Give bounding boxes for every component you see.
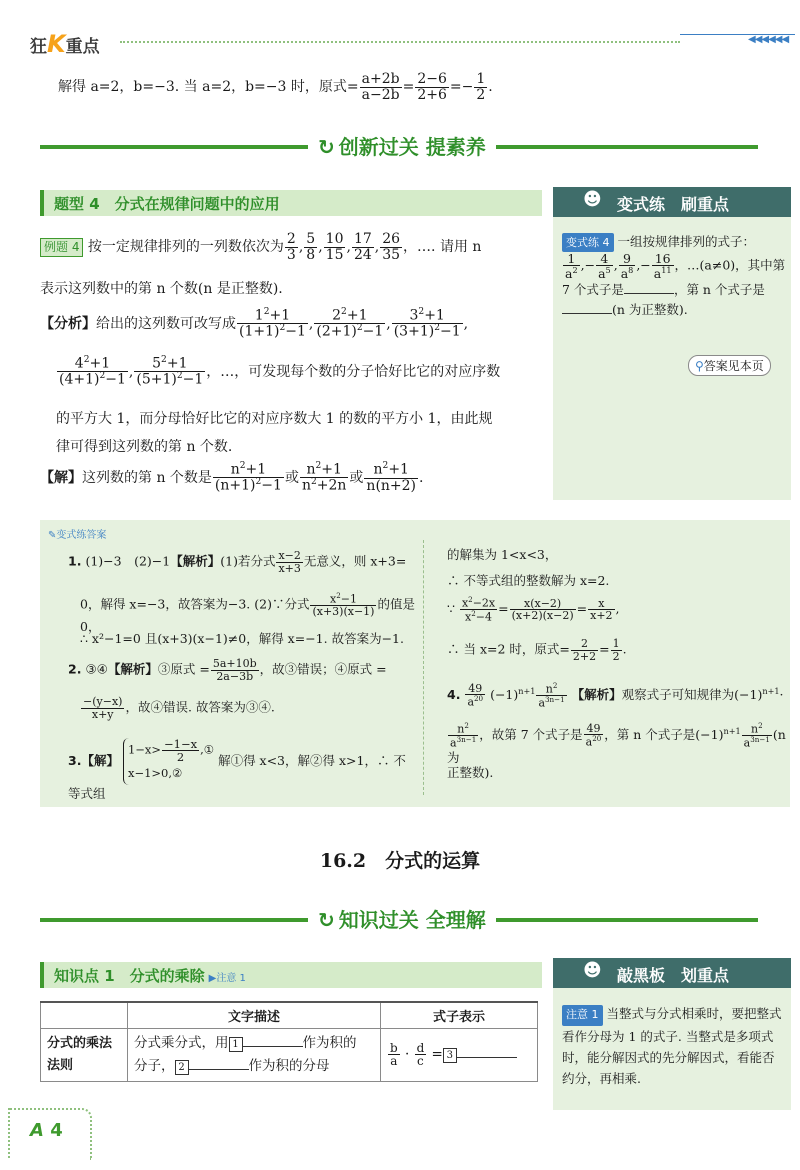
frac-e2: $\frac{5}{8}$: [306, 231, 316, 263]
frac-a3: $\frac{3^2+1}{(3+1)^2-1}$: [393, 307, 461, 340]
analysis-line2: $\frac{4^2+1}{(4+1)^2-1}$ , $\frac{5^2+1}{(5+1)^2-1}$ ，…，可发现每个数的分子恰好比它的对应序数: [59, 355, 501, 388]
multiplication-rule-table: [40, 1001, 538, 1082]
frac-r3a: $\frac{x^2-2x}{x^2-4}$: [461, 595, 496, 624]
side1-header-text: 变式练 刷重点: [617, 195, 730, 214]
frac-e3: $\frac{10}{15}$: [325, 231, 344, 263]
answers-box: [40, 520, 790, 807]
side1-text4: ，第 n 个式子是: [673, 282, 765, 298]
a4-text4: (n 为: [447, 727, 786, 766]
blank-2[interactable]: [189, 1069, 249, 1070]
box1: 1: [229, 1037, 243, 1052]
frac-sol2: $\frac{n^2+1}{n^2+2n}$: [301, 461, 347, 494]
frac-dc: $\frac{d}{c}$: [416, 1040, 425, 1069]
a4-text3: ，第 n 个式子是(−1): [604, 727, 724, 743]
frac-a2b: $\frac{a+2b}{a-2b}$: [361, 71, 400, 103]
a1-label: 1.: [68, 553, 82, 569]
teacher-icon: ☻: [583, 960, 602, 981]
table-row-label: 分式的乘法法则: [41, 1029, 128, 1082]
answer-4b: $\frac{n^2}{a^{3n-1}}$ ，故第 7 个式子是 $\frac{49}{a^{20}}$ ，第 n 个式子是$(-1)^{n+1}$ $\frac{n^2}{a^{3n-1}}$ (n 为: [447, 721, 786, 766]
frac-sol1: $\frac{n^2+1}{(n+1)^2-1}$: [214, 461, 282, 494]
table-corner: [41, 1002, 128, 1029]
frac-a5: $\frac{5^2+1}{(5+1)^2-1}$: [136, 355, 204, 388]
intro-text: 解得 a=2，b=−3. 当 a=2，b=−3 时，原式=: [58, 79, 359, 96]
tag-icon: ✎: [48, 530, 57, 541]
example4-text3: 表示这列数中的第 n 个数(n 是正整数).: [40, 281, 283, 297]
intro-solution: 解得 a=2，b=−3. 当 a=2，b=−3 时，原式= $\frac{a+2b}{a-2b}$ = $\frac{2-6}{2+6}$ =− $\frac{1}{2}$ .: [58, 71, 493, 103]
topic4-bar: [40, 190, 542, 216]
table-header-row: [41, 1002, 538, 1029]
topic4-title: 题型 4 分式在规律问题中的应用: [54, 195, 280, 213]
a1-text3: 无意义，则 x+3=: [303, 553, 407, 569]
a3-label: 3.: [68, 752, 82, 768]
box2: 2: [175, 1060, 189, 1075]
frac-a2: $\frac{2^2+1}{(2+1)^2-1}$: [316, 307, 384, 340]
logo-prefix: 狂: [30, 37, 47, 57]
desc3: 分子，: [134, 1057, 175, 1074]
table-col2: 式子表示: [381, 1002, 538, 1029]
side2-badge: 注意 1: [562, 1005, 603, 1026]
frac-a4b-n2: $\frac{n^2}{a^{3n-1}}$: [450, 721, 477, 750]
banner-knowledge-text: 知识过关 全理解: [338, 908, 486, 932]
banner-knowledge: [308, 904, 496, 933]
frac-a4: $\frac{4^2+1}{(4+1)^2-1}$: [59, 355, 126, 388]
frac-x21: $\frac{x^2-1}{(x+3)(x-1)}$: [312, 591, 375, 619]
frac-r4b: $\frac{1}{2}$: [612, 637, 620, 663]
side1-text1: 一组按规律排列的式子：: [617, 234, 755, 249]
answer-2b: [80, 696, 420, 720]
a1-jx: 【解析】: [170, 553, 221, 569]
r4: ∴ 当 x=2 时，原式= $\frac{2}{2+2}$ = $\frac{1}{2}$ .: [447, 637, 627, 663]
r3: ∵ $\frac{x^2-2x}{x^2-4}$ = $\frac{x(x-2)}{(x+2)(x-2)}$ = $\frac{x}{x+2}$ ,: [447, 595, 620, 624]
side1-header: [553, 187, 791, 217]
frac-s4: $\frac{16}{a^{11}}$: [653, 251, 672, 282]
frac-ba: $\frac{b}{a}$: [390, 1040, 398, 1069]
frac-x2: $\frac{x-2}{x+3}$: [278, 549, 301, 575]
box3: 3: [443, 1048, 457, 1063]
frac-a4-n2: $\frac{n^2}{a^{3n-1}}$: [538, 681, 565, 710]
a4-jx: 【解析】: [571, 687, 622, 703]
blank-1[interactable]: [243, 1046, 303, 1047]
a1-text1: (1)−3 (2)−1: [85, 553, 171, 569]
answer-note-text: 答案见本页: [703, 359, 764, 373]
side1-content: 变式练 4 一组按规律排列的式子： $\frac{1}{a^2}$ ,− $\frac{4}{a^5}$ , $\frac{9}{a^8}$ ,− $\frac{16}{a^{11}}$ ，…(a≠0)，其中第 7 个式子是 ，第 n 个式子是 (n 为正整数).: [562, 234, 786, 317]
frac-sol3: $\frac{n^2+1}{n(n+2)}$: [366, 461, 417, 494]
example4-badge: 例题 4: [40, 238, 83, 257]
answer-2: [68, 658, 418, 682]
solution-line: 【解】这列数的第 n 个数是 $\frac{n^2+1}{(n+1)^2-1}$ 或 $\frac{n^2+1}{n^2+2n}$ 或 $\frac{n^2+1}{n(n+2)}$ .: [40, 461, 424, 494]
a2-text2: ③原式 =: [157, 661, 210, 677]
brand-logo: [30, 30, 100, 58]
header-arrows-icon: ◀◀◀◀◀◀: [748, 34, 789, 45]
topic1-bar: [40, 962, 542, 988]
frac-e4: $\frac{17}{24}$: [353, 231, 372, 263]
answer-note-button[interactable]: [688, 355, 771, 376]
desc4: 作为积的分母: [248, 1057, 330, 1074]
a3-text1: 解①得 x<3，解②得 x>1，∴ 不等式组: [68, 752, 406, 801]
frac-26: $\frac{2-6}{2+6}$: [417, 71, 447, 103]
side1-text2: ，…(a≠0)，其中第: [674, 257, 786, 273]
a4-text2: ，故第 7 个式子是: [479, 727, 583, 743]
a2-label: 2.: [68, 661, 82, 677]
side1-text5: (n 为正整数).: [612, 301, 688, 317]
analysis-d: 律可得到这列数的第 n 个数.: [56, 439, 233, 455]
answer-4: 4. $\frac{49}{a^{20}}$ $(-1)^{n+1}$ $\frac{n^2}{a^{3n-1}}$ 【解析】观察式子可知规律为$(-1)^{n+1}\cdot$: [447, 681, 784, 710]
answers-header-text: 变式练答案: [56, 530, 107, 541]
side2-text: 当整式与分式相乘时，要把整式看作分母为 1 的式子. 当整式是多项式时，能分解因式的先分解因式，看能否约分，再相乘.: [562, 1006, 782, 1087]
a1-text6: ∴ x²−1=0 且(x+3)(x−1)≠0，解得 x=−1. 故答案为−1.: [80, 631, 404, 646]
banner-innovation: [308, 131, 496, 160]
frac-a4b-n2b: $\frac{n^2}{a^{3n-1}}$: [743, 721, 770, 750]
a4-label: 4.: [447, 687, 461, 703]
table-formula: $\frac{b}{a}$ · $\frac{d}{c}$ = 3: [381, 1029, 538, 1082]
swirl-icon: ↻: [318, 908, 335, 932]
section-title: 16.2 分式的运算: [319, 850, 481, 872]
frac-s1: $\frac{1}{a^2}$: [565, 251, 578, 282]
student-icon: ☻: [583, 189, 602, 210]
a2-text4: ，故④错误. 故答案为③④.: [125, 699, 275, 715]
side1-badge: 变式练 4: [562, 233, 614, 252]
a2-jx: 【解析】: [107, 661, 158, 677]
solution-text: 这列数的第 n 个数是: [82, 469, 212, 486]
page-logo-icon: A: [30, 1120, 44, 1141]
analysis-b: ，…，可发现每个数的分子恰好比它的对应序数: [206, 363, 501, 380]
desc1: 分式乘分式，用: [134, 1035, 229, 1051]
r1: 的解集为 1<x<3，: [447, 547, 558, 562]
answer-1: [68, 550, 418, 574]
analysis-c: 的平方大 1，而分母恰好比它的对应序数大 1 的数的平方小 1，由此规: [56, 411, 493, 427]
analysis-label: 【分析】: [40, 315, 96, 332]
side2-header: [553, 958, 791, 988]
table-desc: [128, 1029, 381, 1082]
analysis-line1: 【分析】给出的这列数可改写成 $\frac{1^2+1}{(1+1)^2-1}$ , $\frac{2^2+1}{(2+1)^2-1}$ , $\frac{3^2+1}{(3+1)^2-1}$ ,: [40, 307, 469, 340]
blank-nth[interactable]: [562, 313, 612, 314]
r2: ∴ 不等式组的整数解为 x=2.: [447, 573, 610, 588]
a4-text1: 观察式子可知规律为(−1): [621, 687, 763, 703]
frac-half: $\frac{1}{2}$: [476, 71, 486, 103]
example4: 例题 4 按一定规律排列的一列数依次为 $\frac{2}{3}$ , $\frac{5}{8}$ , $\frac{10}{15}$ , $\frac{17}{24}$ , $\frac{26}{35}$ ，…. 请用 n: [40, 232, 535, 262]
topic1-title-wrap: [54, 965, 246, 986]
pin-icon: ⚲: [695, 359, 704, 373]
frac-1x: $\frac{-1-x}{2}$: [164, 737, 198, 765]
analysis-a: 给出的这列数可改写成: [96, 315, 236, 332]
frac-a4-49: $\frac{49}{a^{20}}$: [467, 681, 484, 710]
frac-e5: $\frac{26}{35}$: [382, 231, 401, 263]
swirl-icon: ↻: [318, 135, 335, 159]
topic1-ref-link[interactable]: ▶注意 1: [208, 973, 246, 984]
frac-5a: $\frac{5a+10b}{2a-3b}$: [212, 657, 257, 683]
a4-text5: 正整数).: [447, 765, 494, 780]
frac-yx: $\frac{-(y-x)}{x+y}$: [83, 695, 123, 721]
a2-text1: ③④: [85, 661, 108, 677]
a1-text5: 的值是 0，: [80, 596, 415, 634]
answer-3: [68, 738, 418, 802]
or-1: 或: [284, 469, 299, 486]
a2-text3: ，故③错误；④原式 =: [259, 661, 387, 677]
a1-text4: 0，解得 x=−3，故答案为−3. (2)∵分式: [80, 596, 310, 612]
frac-s2: $\frac{4}{a^5}$: [598, 251, 611, 282]
frac-r3b: $\frac{x(x-2)}{(x+2)(x-2)}$: [511, 596, 574, 623]
page-number-text: 4: [50, 1120, 63, 1141]
topic1-title: 知识点 1 分式的乘除: [54, 967, 205, 985]
logo-suffix: 重点: [65, 37, 100, 57]
example4-text2: ，…. 请用 n: [403, 239, 482, 256]
example4-text1: 按一定规律排列的一列数依次为: [87, 239, 284, 256]
a3-jie: 【解】: [81, 752, 119, 768]
answers-divider: [423, 540, 424, 795]
header-dotted-line: [120, 41, 680, 43]
desc2: 作为积的: [302, 1035, 357, 1051]
table-row: [41, 1029, 538, 1082]
frac-a4b-49: $\frac{49}{a^{20}}$: [585, 721, 602, 750]
frac-r3c: $\frac{x}{x+2}$: [590, 596, 613, 623]
frac-s3: $\frac{9}{a^8}$: [620, 251, 634, 282]
answers-header: [48, 526, 106, 541]
answer-1b: [80, 592, 420, 635]
frac-a1: $\frac{1^2+1}{(1+1)^2-1}$: [239, 307, 306, 340]
table-col1: 文字描述: [128, 1002, 381, 1029]
a1-text2: (1)若分式: [220, 553, 276, 569]
side2-content: [562, 1003, 784, 1089]
frac-e1: $\frac{2}{3}$: [286, 231, 296, 263]
inequality-system: 1−x> $\frac{-1-x}{2}$ ,① x−1>0,②: [123, 738, 214, 785]
side1-text3: 7 个式子是: [562, 282, 624, 298]
solution-label: 【解】: [40, 469, 82, 486]
logo-k: K: [47, 30, 66, 58]
side2-header-text: 敲黑板 划重点: [617, 966, 730, 985]
frac-r4a: $\frac{2}{2+2}$: [572, 637, 597, 663]
page-number: [30, 1120, 63, 1141]
or-2: 或: [349, 469, 364, 486]
blank-7th[interactable]: [624, 293, 674, 294]
blank-3[interactable]: [457, 1057, 517, 1058]
r4-text: ∴ 当 x=2 时，原式=: [447, 641, 570, 657]
banner-innovation-text: 创新过关 提素养: [338, 135, 486, 159]
